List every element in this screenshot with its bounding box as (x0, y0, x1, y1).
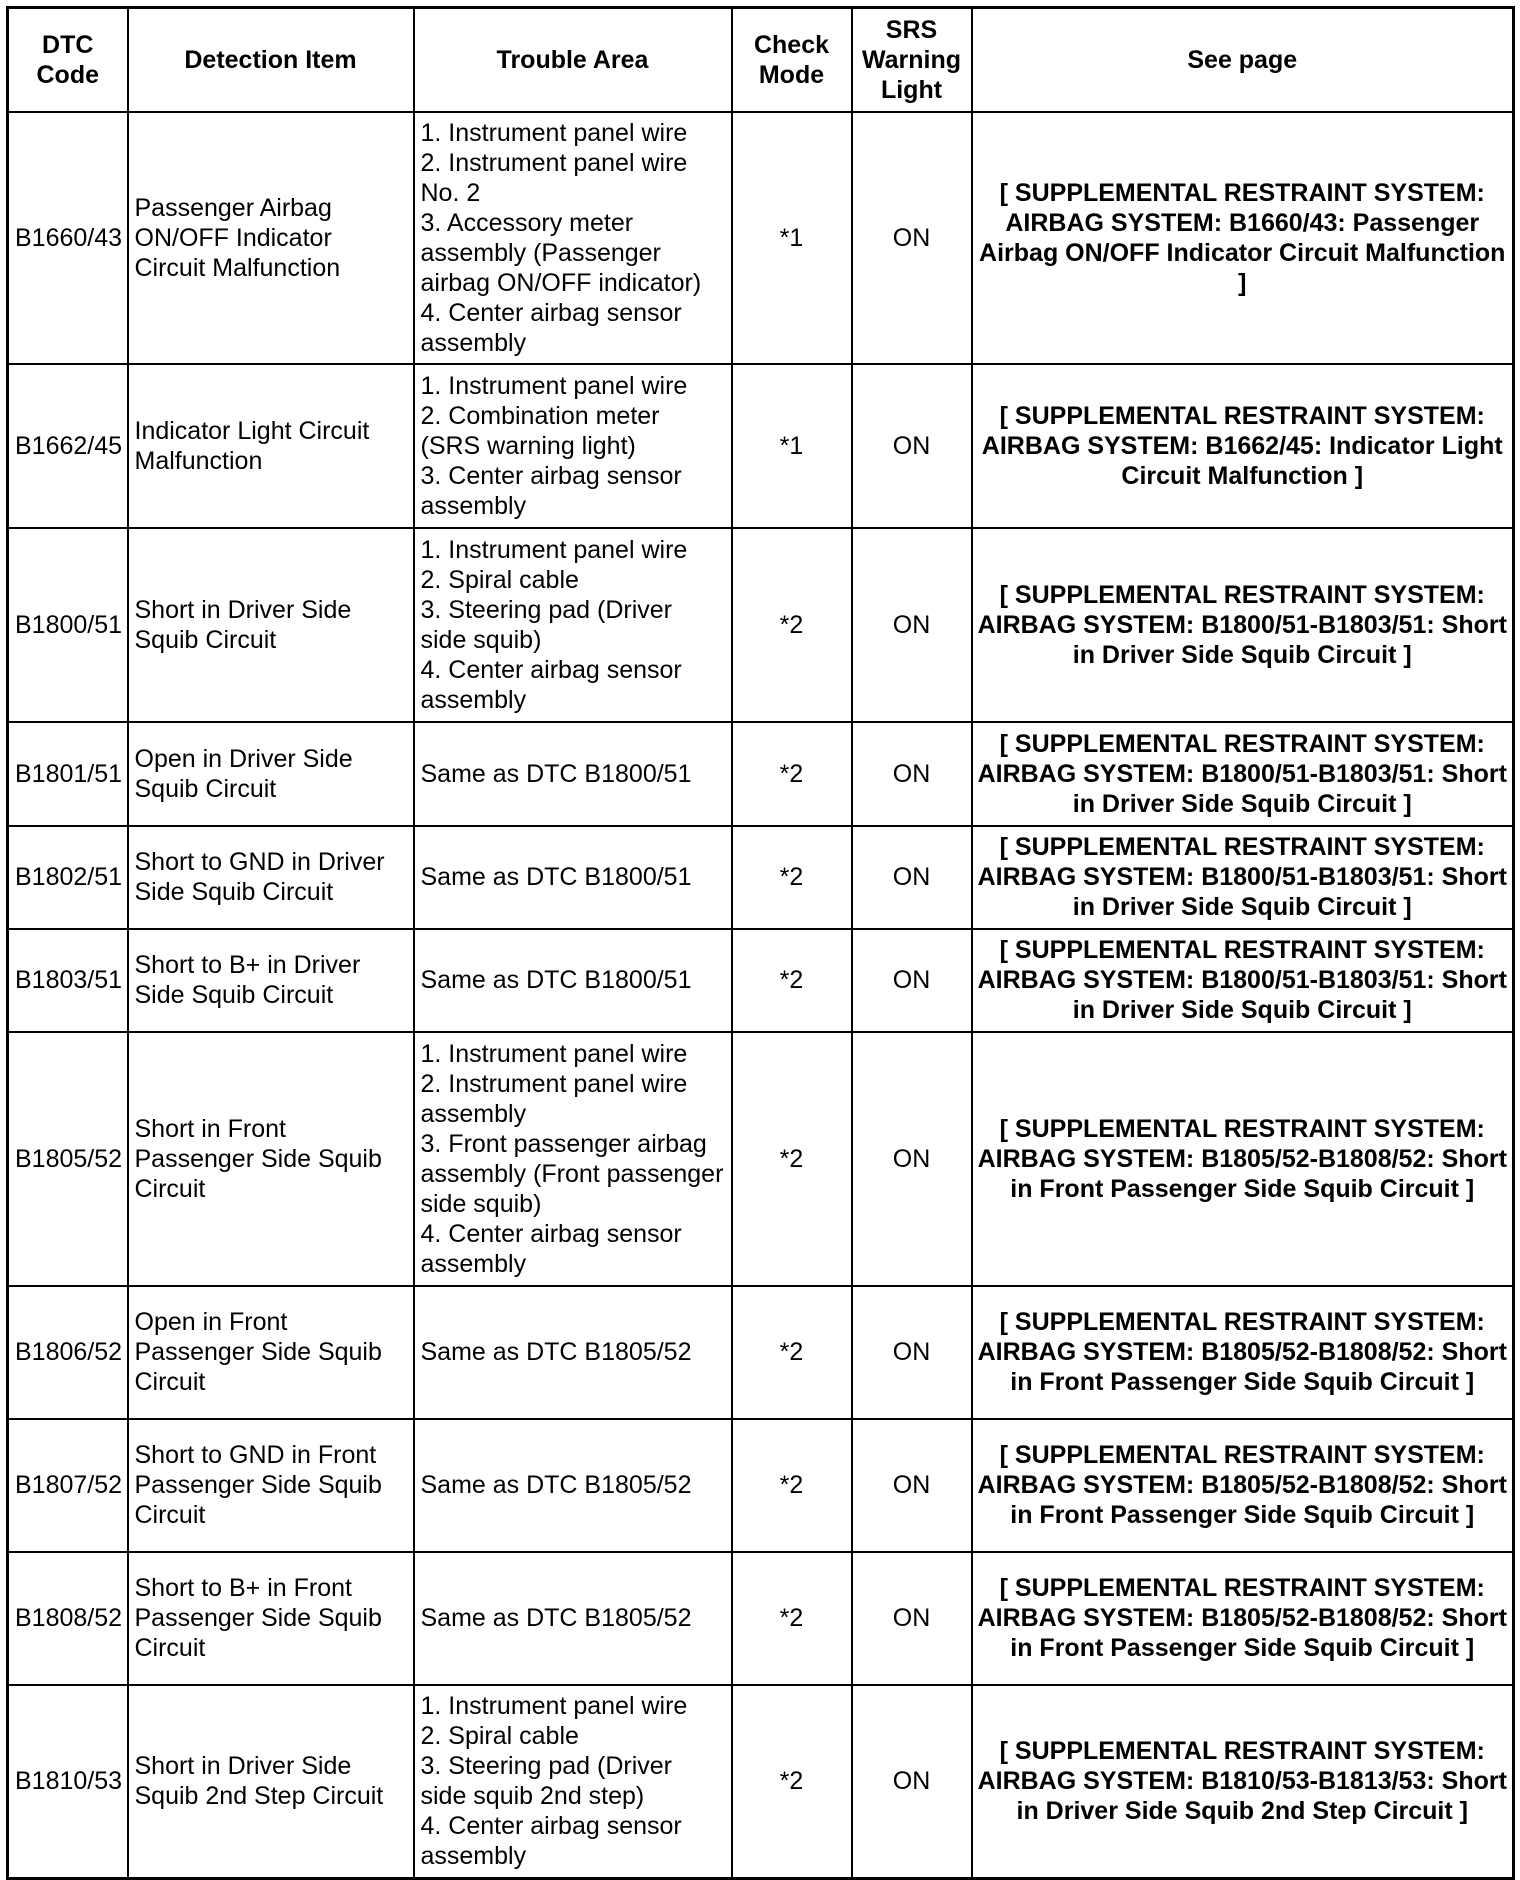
srs-light-cell: ON (852, 364, 972, 528)
detection-item-cell: Short to B+ in Driver Side Squib Circuit (128, 929, 414, 1032)
trouble-area-line: 1. Instrument panel wire (420, 1692, 688, 1721)
header-see-page: See page (972, 8, 1514, 112)
trouble-area-line: 3. Steering pad (Driver side squib 2nd step) (420, 1752, 673, 1811)
srs-light-cell: ON (852, 722, 972, 826)
trouble-area-line: 2. Spiral cable (420, 565, 579, 594)
table-row (8, 929, 1514, 1032)
trouble-area-cell (414, 112, 732, 364)
dtc-code-cell: B1806/52 (8, 1286, 128, 1419)
check-mode-cell: *2 (732, 1685, 852, 1879)
detection-item-cell: Short in Driver Side Squib 2nd Step Circuit (128, 1685, 414, 1879)
srs-light-cell: ON (852, 528, 972, 722)
see-page-link[interactable]: [ SUPPLEMENTAL RESTRAINT SYSTEM: AIRBAG SYSTEM: B1660/43: Passenger Airbag ON/OFF Indicator Circuit Malfunction ] (972, 112, 1514, 364)
trouble-area-line: 2. Combination meter (SRS warning light) (420, 401, 660, 460)
srs-light-cell: ON (852, 1419, 972, 1552)
check-mode-cell: *2 (732, 826, 852, 929)
table-row (8, 826, 1514, 929)
srs-light-cell: ON (852, 929, 972, 1032)
trouble-area-line: 3. Front passenger airbag assembly (Front passenger side squib) (420, 1129, 724, 1218)
trouble-area-line: 3. Steering pad (Driver side squib) (420, 595, 673, 654)
dtc-code-cell: B1808/52 (8, 1552, 128, 1685)
trouble-area-cell (414, 528, 732, 722)
see-page-link[interactable]: [ SUPPLEMENTAL RESTRAINT SYSTEM: AIRBAG SYSTEM: B1805/52-B1808/52: Short in Front Passenger Side Squib Circuit ] (972, 1552, 1514, 1685)
srs-light-cell: ON (852, 1552, 972, 1685)
trouble-area-cell (414, 1419, 732, 1552)
trouble-area-line: 1. Instrument panel wire (420, 371, 688, 400)
see-page-link[interactable]: [ SUPPLEMENTAL RESTRAINT SYSTEM: AIRBAG SYSTEM: B1800/51-B1803/51: Short in Driver Side Squib Circuit ] (972, 929, 1514, 1032)
table-row (8, 1286, 1514, 1419)
trouble-area-line: 3. Center airbag sensor assembly (420, 461, 682, 520)
trouble-area-line: 4. Center airbag sensor assembly (420, 1219, 682, 1278)
dtc-code-cell: B1800/51 (8, 528, 128, 722)
srs-light-cell: ON (852, 1032, 972, 1286)
trouble-area-cell (414, 1032, 732, 1286)
trouble-area-line: Same as DTC B1805/52 (420, 1604, 692, 1632)
detection-item-cell: Short in Front Passenger Side Squib Circuit (128, 1032, 414, 1286)
see-page-link[interactable]: [ SUPPLEMENTAL RESTRAINT SYSTEM: AIRBAG SYSTEM: B1800/51-B1803/51: Short in Driver Side Squib Circuit ] (972, 826, 1514, 929)
trouble-area-line: 4. Center airbag sensor assembly (420, 1812, 682, 1871)
check-mode-cell: *2 (732, 528, 852, 722)
dtc-code-cell: B1802/51 (8, 826, 128, 929)
check-mode-cell: *2 (732, 1032, 852, 1286)
check-mode-cell: *2 (732, 1552, 852, 1685)
detection-item-cell: Short to B+ in Front Passenger Side Squib Circuit (128, 1552, 414, 1685)
trouble-area-line: Same as DTC B1805/52 (420, 1471, 692, 1499)
see-page-link[interactable]: [ SUPPLEMENTAL RESTRAINT SYSTEM: AIRBAG SYSTEM: B1800/51-B1803/51: Short in Driver Side Squib Circuit ] (972, 722, 1514, 826)
table-row (8, 528, 1514, 722)
trouble-area-line: 1. Instrument panel wire (420, 1039, 688, 1068)
trouble-area-line: 4. Center airbag sensor assembly (420, 655, 682, 714)
table-row (8, 112, 1514, 364)
srs-light-cell: ON (852, 1286, 972, 1419)
see-page-link[interactable]: [ SUPPLEMENTAL RESTRAINT SYSTEM: AIRBAG SYSTEM: B1805/52-B1808/52: Short in Front Passenger Side Squib Circuit ] (972, 1286, 1514, 1419)
dtc-code-cell: B1805/52 (8, 1032, 128, 1286)
trouble-area-line: 1. Instrument panel wire (420, 118, 688, 147)
dtc-code-cell: B1803/51 (8, 929, 128, 1032)
table-row (8, 364, 1514, 528)
dtc-table (6, 6, 1515, 1880)
trouble-area-line: Same as DTC B1800/51 (420, 863, 692, 891)
check-mode-cell: *2 (732, 722, 852, 826)
dtc-code-cell: B1801/51 (8, 722, 128, 826)
trouble-area-cell (414, 1685, 732, 1879)
trouble-area-line: 3. Accessory meter assembly (Passenger airbag ON/OFF indicator) (420, 208, 702, 297)
dtc-code-cell: B1810/53 (8, 1685, 128, 1879)
trouble-area-cell (414, 929, 732, 1032)
check-mode-cell: *1 (732, 364, 852, 528)
see-page-link[interactable]: [ SUPPLEMENTAL RESTRAINT SYSTEM: AIRBAG SYSTEM: B1810/53-B1813/53: Short in Driver Side Squib 2nd Step Circuit ] (972, 1685, 1514, 1879)
header-detection-item: Detection Item (128, 8, 414, 112)
detection-item-cell: Short to GND in Front Passenger Side Squib Circuit (128, 1419, 414, 1552)
header-trouble-area: Trouble Area (414, 8, 732, 112)
detection-item-cell: Open in Front Passenger Side Squib Circuit (128, 1286, 414, 1419)
table-row (8, 1032, 1514, 1286)
detection-item-cell: Short to GND in Driver Side Squib Circuit (128, 826, 414, 929)
header-check-mode: Check Mode (732, 8, 852, 112)
trouble-area-cell (414, 826, 732, 929)
trouble-area-cell (414, 364, 732, 528)
table-row (8, 1419, 1514, 1552)
header-row (8, 8, 1514, 112)
see-page-link[interactable]: [ SUPPLEMENTAL RESTRAINT SYSTEM: AIRBAG SYSTEM: B1662/45: Indicator Light Circuit Malfunction ] (972, 364, 1514, 528)
check-mode-cell: *2 (732, 929, 852, 1032)
see-page-link[interactable]: [ SUPPLEMENTAL RESTRAINT SYSTEM: AIRBAG SYSTEM: B1805/52-B1808/52: Short in Front Passenger Side Squib Circuit ] (972, 1419, 1514, 1552)
table-row (8, 1552, 1514, 1685)
trouble-area-line: 2. Instrument panel wire No. 2 (420, 148, 688, 207)
srs-light-cell: ON (852, 1685, 972, 1879)
trouble-area-cell (414, 722, 732, 826)
dtc-code-cell: B1807/52 (8, 1419, 128, 1552)
trouble-area-line: Same as DTC B1800/51 (420, 966, 692, 994)
detection-item-cell: Indicator Light Circuit Malfunction (128, 364, 414, 528)
trouble-area-cell (414, 1552, 732, 1685)
check-mode-cell: *2 (732, 1419, 852, 1552)
trouble-area-line: 1. Instrument panel wire (420, 535, 688, 564)
table-row (8, 1685, 1514, 1879)
srs-light-cell: ON (852, 826, 972, 929)
check-mode-cell: *1 (732, 112, 852, 364)
detection-item-cell: Passenger Airbag ON/OFF Indicator Circuit Malfunction (128, 112, 414, 364)
trouble-area-line: Same as DTC B1800/51 (420, 759, 692, 788)
check-mode-cell: *2 (732, 1286, 852, 1419)
see-page-link[interactable]: [ SUPPLEMENTAL RESTRAINT SYSTEM: AIRBAG SYSTEM: B1800/51-B1803/51: Short in Driver Side Squib Circuit ] (972, 528, 1514, 722)
see-page-link[interactable]: [ SUPPLEMENTAL RESTRAINT SYSTEM: AIRBAG SYSTEM: B1805/52-B1808/52: Short in Front Passenger Side Squib Circuit ] (972, 1032, 1514, 1286)
detection-item-cell: Open in Driver Side Squib Circuit (128, 722, 414, 826)
trouble-area-line: 2. Spiral cable (420, 1722, 579, 1751)
header-srs-warning-light: SRS Warning Light (852, 8, 972, 112)
header-dtc-code: DTC Code (8, 8, 128, 112)
trouble-area-line: Same as DTC B1805/52 (420, 1338, 692, 1366)
dtc-table-container (6, 6, 1515, 1880)
dtc-code-cell: B1662/45 (8, 364, 128, 528)
dtc-code-cell: B1660/43 (8, 112, 128, 364)
trouble-area-line: 2. Instrument panel wire assembly (420, 1069, 688, 1128)
trouble-area-cell (414, 1286, 732, 1419)
trouble-area-line: 4. Center airbag sensor assembly (420, 298, 682, 357)
detection-item-cell: Short in Driver Side Squib Circuit (128, 528, 414, 722)
srs-light-cell: ON (852, 112, 972, 364)
table-row (8, 722, 1514, 826)
